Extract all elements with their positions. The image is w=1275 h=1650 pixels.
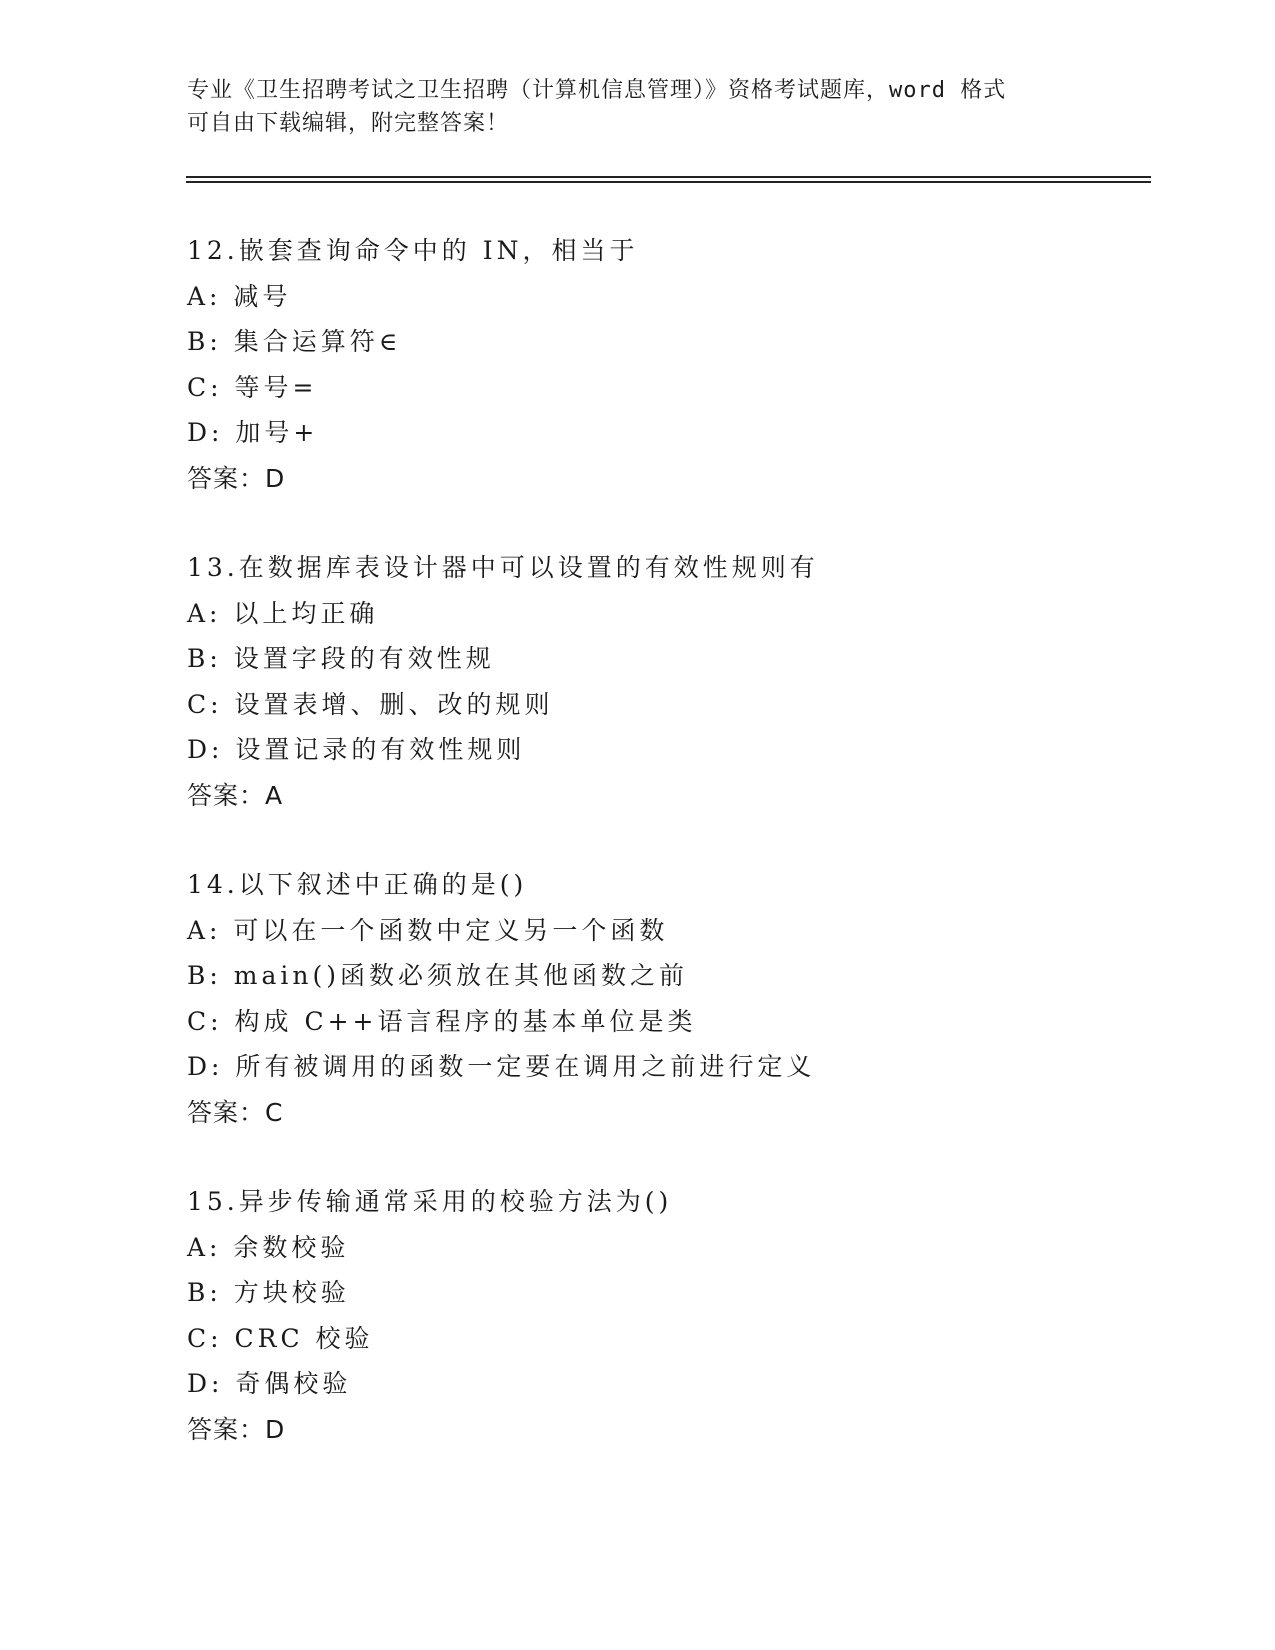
option-c: C: CRC 校验 — [187, 1323, 374, 1353]
option-d: D: 所有被调用的函数一定要在调用之前进行定义 — [187, 1052, 816, 1081]
question-13 — [187, 545, 1187, 818]
option-a: A: 余数校验 — [187, 1232, 350, 1262]
answer-line: 答案：D — [187, 463, 286, 493]
question-stem: 13.在数据库表设计器中可以设置的有效性规则有 — [187, 553, 819, 582]
option-d: D: 加号+ — [187, 418, 319, 447]
header-divider-bottom — [186, 181, 1151, 183]
question-15 — [187, 1179, 1187, 1452]
option-c: C: 等号= — [187, 372, 318, 402]
question-14 — [187, 862, 1187, 1135]
question-stem: 14.以下叙述中正确的是() — [187, 870, 528, 899]
option-d: D: 奇偶校验 — [187, 1369, 352, 1398]
document-header — [187, 74, 1087, 140]
question-12 — [187, 228, 1187, 501]
option-b: B: 集合运算符∈ — [187, 327, 402, 356]
option-c: C: 设置表增、删、改的规则 — [187, 689, 554, 719]
option-a: A: 可以在一个函数中定义另一个函数 — [187, 915, 669, 945]
header-divider-top — [186, 176, 1151, 178]
option-a: A: 减号 — [187, 281, 292, 311]
question-stem: 12.嵌套查询命令中的 IN，相当于 — [187, 236, 639, 265]
option-a: A: 以上均正确 — [187, 598, 379, 628]
option-c: C: 构成 C++语言程序的基本单位是类 — [187, 1006, 697, 1036]
option-b: B: 方块校验 — [187, 1278, 350, 1307]
answer-line: 答案：A — [187, 780, 284, 810]
header-line-2: 可自由下载编辑，附完整答案！ — [187, 111, 510, 136]
option-b: B: 设置字段的有效性规 — [187, 644, 495, 673]
header-line-1: 专业《卫生招聘考试之卫生招聘（计算机信息管理）》资格考试题库，word 格式 — [187, 78, 1007, 103]
question-stem: 15.异步传输通常采用的校验方法为() — [187, 1187, 673, 1216]
answer-line: 答案：D — [187, 1414, 286, 1444]
option-b: B: main()函数必须放在其他函数之前 — [187, 961, 688, 990]
option-d: D: 设置记录的有效性规则 — [187, 735, 526, 764]
answer-line: 答案：C — [187, 1097, 284, 1127]
